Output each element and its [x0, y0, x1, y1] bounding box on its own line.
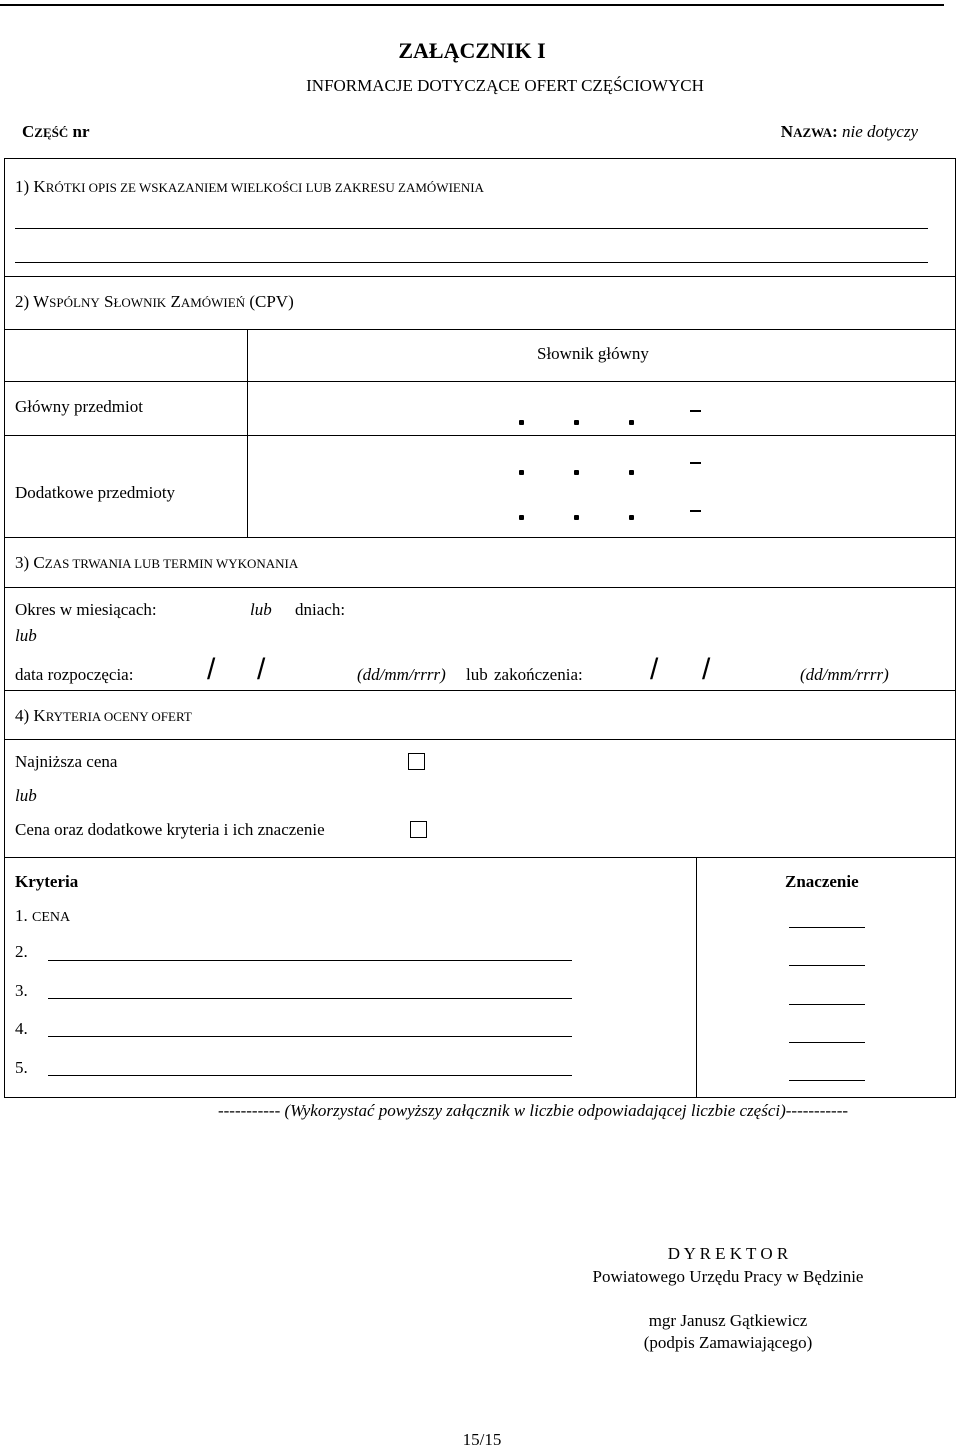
weight-line-5[interactable]: [789, 1080, 865, 1081]
date-format-hint: (dd/mm/rrrr): [800, 665, 889, 684]
criteria-table-divider: [696, 857, 697, 1097]
section3-number: 3): [15, 553, 30, 572]
date-separator: /: [257, 653, 266, 686]
dictionary-header: Słownik główny: [537, 344, 649, 363]
days-label[interactable]: dniach:: [295, 600, 346, 619]
code-dot: [629, 420, 634, 425]
or-plain: lub: [466, 665, 488, 684]
section3-rest: ZAS TRWANIA LUB TERMIN WYKONANIA: [44, 556, 299, 571]
part-label-initial: C: [22, 122, 35, 141]
criterion-line-4[interactable]: [48, 1036, 572, 1037]
section2-s-rest: ŁOWNIK: [113, 295, 167, 310]
section2-cpv: (CPV): [249, 292, 294, 311]
code-dash: [690, 510, 701, 512]
section1-initial: K: [33, 177, 46, 196]
section3-initial: C: [33, 553, 45, 572]
date-separator: /: [650, 653, 659, 686]
name-label-rest: AZWA: [793, 125, 833, 140]
description-line-1[interactable]: [15, 228, 928, 229]
code-dot: [519, 470, 524, 475]
criterion-number: 1.: [15, 906, 28, 925]
part-nr: nr: [72, 122, 90, 141]
code-dot: [519, 420, 524, 425]
code-dot: [574, 515, 579, 520]
criterion-row-1: [15, 906, 70, 928]
weight-line-4[interactable]: [789, 1042, 865, 1043]
criterion-line-5[interactable]: [48, 1075, 572, 1076]
signature-note: (podpis Zamawiającego): [643, 1333, 813, 1352]
frame-left-border: [4, 158, 5, 1098]
cpv-row-separator-2: [4, 435, 956, 436]
section1-number: 1): [15, 177, 30, 196]
section4-heading-border: [4, 739, 956, 740]
cpv-table-bottom: [4, 537, 956, 538]
section2-heading: [15, 292, 294, 313]
description-line-2[interactable]: [15, 262, 928, 263]
criterion-line-2[interactable]: [48, 960, 572, 961]
section2-s-initial: S: [104, 292, 114, 311]
part-label-rest: ZĘŚĆ: [34, 125, 69, 140]
section4-rest: RYTERIA OCENY OFERT: [45, 709, 192, 724]
section3-bottom-border: [4, 690, 956, 691]
price-and-criteria-label: Cena oraz dodatkowe kryteria i ich znaczenie: [15, 820, 325, 839]
cpv-row-separator-1: [4, 381, 956, 382]
weight-line-1[interactable]: [789, 927, 865, 928]
months-label[interactable]: Okres w miesiącach:: [15, 600, 157, 619]
weight-line-3[interactable]: [789, 1004, 865, 1005]
section3-heading-border: [4, 587, 956, 588]
cpv-table-top: [4, 329, 956, 330]
name-colon: :: [832, 122, 838, 141]
part-number-label: [22, 122, 90, 143]
start-date-field[interactable]: [175, 655, 345, 685]
code-dot: [629, 515, 634, 520]
end-date-field[interactable]: [615, 655, 785, 685]
top-rule: [0, 4, 944, 6]
lowest-price-label: Najniższa cena: [15, 752, 118, 771]
signer-name: mgr Janusz Gątkiewicz: [648, 1311, 808, 1330]
criterion-number: 4.: [15, 1019, 28, 1038]
weight-line-2[interactable]: [789, 965, 865, 966]
page-number: 15/15: [462, 1430, 502, 1449]
end-date-label: zakończenia:: [494, 665, 583, 684]
or-label: lub: [250, 600, 272, 619]
section4-heading: [15, 706, 192, 727]
section4-number: 4): [15, 706, 30, 725]
code-dot: [519, 515, 524, 520]
section2-z-rest: AMÓWIEŃ: [180, 295, 246, 310]
lowest-price-checkbox[interactable]: [408, 753, 425, 770]
section2-number: 2): [15, 292, 30, 311]
date-format-hint: (dd/mm/rrrr): [357, 665, 446, 684]
cpv-table-divider: [247, 329, 248, 537]
criterion-price: CENA: [32, 910, 71, 925]
main-subject-label: Główny przedmiot: [15, 397, 143, 416]
section2-w-initial: W: [33, 292, 50, 311]
director-title: D Y R E K T O R: [667, 1244, 789, 1263]
section3-heading: [15, 553, 298, 574]
criterion-number: 3.: [15, 981, 28, 1000]
price-and-criteria-checkbox[interactable]: [410, 821, 427, 838]
document-subtitle: INFORMACJE DOTYCZĄCE OFERT CZĘŚCIOWYCH: [306, 76, 704, 95]
code-dot: [574, 420, 579, 425]
name-label-initial: N: [780, 122, 794, 141]
criterion-number: 5.: [15, 1058, 28, 1077]
frame-top-border: [4, 158, 956, 159]
criterion-number: 2.: [15, 942, 28, 961]
section2-z-initial: Z: [170, 292, 181, 311]
frame-bottom-border: [4, 1097, 956, 1098]
code-dot: [629, 470, 634, 475]
frame-right-border: [955, 158, 956, 1098]
or-label: lub: [15, 786, 37, 805]
document-title: ZAŁĄCZNIK I: [398, 38, 546, 63]
code-dash: [690, 410, 701, 412]
usage-note: ----------- (Wykorzystać powyższy załącznik w liczbie odpowiadającej liczbie części)-----------: [217, 1101, 849, 1120]
date-separator: /: [207, 653, 216, 686]
section1-bottom-border: [4, 276, 956, 277]
or-label: lub: [15, 626, 37, 645]
name-value: nie dotyczy: [842, 122, 918, 141]
name-field: [781, 122, 918, 143]
weight-header: Znaczenie: [785, 872, 859, 891]
criteria-table-top: [4, 857, 956, 858]
section2-w-rest: SPÓLNY: [49, 295, 100, 310]
criterion-line-3[interactable]: [48, 998, 572, 999]
code-dash: [690, 462, 701, 464]
office-name: Powiatowego Urzędu Pracy w Będzinie: [592, 1267, 864, 1286]
section1-rest: RÓTKI OPIS ZE WSKAZANIEM WIELKOŚCI LUB ZAKRESU ZAMÓWIENIA: [45, 180, 484, 195]
section1-heading: [15, 177, 484, 198]
date-separator: /: [702, 653, 711, 686]
section4-initial: K: [33, 706, 46, 725]
additional-subjects-label: Dodatkowe przedmioty: [15, 483, 176, 502]
code-dot: [574, 470, 579, 475]
criteria-header: Kryteria: [15, 872, 79, 891]
start-date-label: data rozpoczęcia:: [15, 665, 134, 684]
